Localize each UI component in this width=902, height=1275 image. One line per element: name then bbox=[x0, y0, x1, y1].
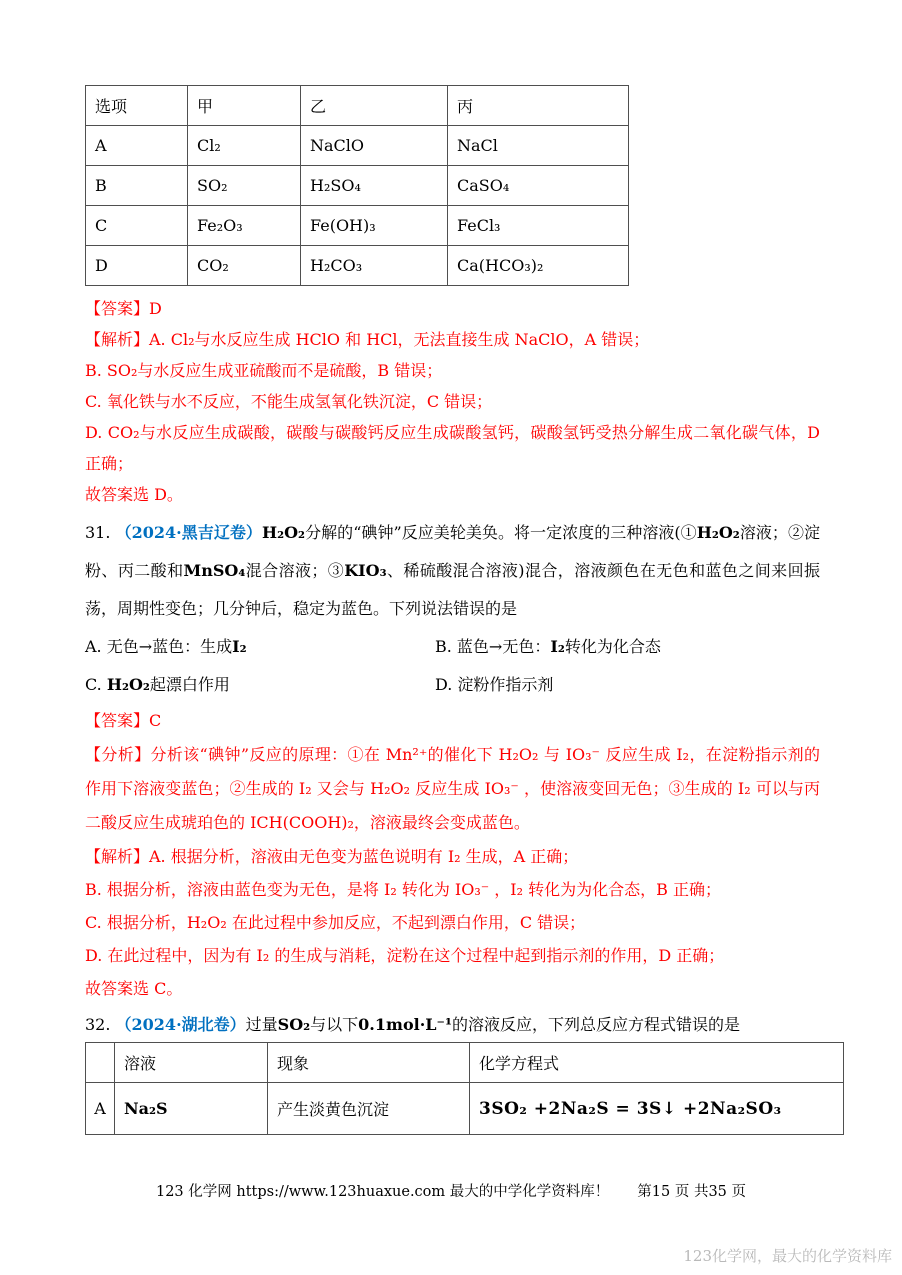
explanation-line: D. CO₂与水反应生成碳酸，碳酸与碳酸钙反应生成碳酸氢钙，碳酸氢钙受热分解生成二氧化碳气体，D 正确； bbox=[85, 423, 820, 473]
table-cell: A bbox=[86, 126, 188, 166]
table-header-cell: 乙 bbox=[301, 86, 448, 126]
option-d bbox=[435, 666, 820, 704]
text-segment: 分解的“碘钟”反应美轮美奂。将一定浓度的三种溶液(① bbox=[305, 523, 697, 542]
table-cell: D bbox=[86, 246, 188, 286]
conclusion-line: 故答案选 C。 bbox=[85, 979, 183, 998]
text-segment: 过量 bbox=[245, 1015, 278, 1034]
text-segment: H₂O₂ bbox=[696, 523, 740, 542]
question-32-stem bbox=[85, 1008, 820, 1042]
explanation-line: 【解析】A. 根据分析，溶液由无色变为蓝色说明有 I₂ 生成，A 正确； bbox=[85, 847, 579, 866]
question-31-options bbox=[85, 628, 820, 704]
table-header-cell: 丙 bbox=[448, 86, 629, 126]
text-segment: 、稀硫酸混合溶液)混合，溶液颜色在无色和蓝色之间来回振荡，周期性变色；几分钟后，稳定为蓝色。下列说法错误的是 bbox=[85, 561, 820, 618]
explanation-line: D. 在此过程中，因为有 I₂ 的生成与消耗，淀粉在这个过程中起到指示剂的作用，D 正确； bbox=[85, 946, 725, 965]
table-header-cell: 溶液 bbox=[115, 1043, 268, 1083]
answer-line: 【答案】D bbox=[85, 299, 162, 318]
table-header-row bbox=[86, 1043, 844, 1083]
table-cell: CaSO₄ bbox=[448, 166, 629, 206]
page-number: 第15 页 共35 页 bbox=[637, 1184, 747, 1200]
text-segment: 转化为化合态 bbox=[564, 637, 661, 656]
text-segment: 与以下 bbox=[310, 1015, 359, 1034]
footer-site-text: 123 化学网 https://www.123huaxue.com 最大的中学化学资料库！ bbox=[155, 1184, 610, 1200]
q31-analysis-paragraph: 【分析】分析该“碘钟”反应的原理：①在 Mn²⁺的催化下 H₂O₂ 与 IO₃⁻ 反应生成 I₂，在淀粉指示剂的作用下溶液变蓝色；②生成的 I₂ 又会与 H₂O₂ 反应生成 IO₃⁻ ，使溶液变回无色；③生成的 I₂ 可以与丙二酸反应生成琥珀色的 ICH(COOH)₂，溶液最终会变成蓝色。 bbox=[85, 745, 820, 832]
option-a bbox=[85, 628, 435, 666]
text-segment: 32. bbox=[85, 1015, 116, 1034]
text-segment: I₂ bbox=[232, 637, 247, 656]
text-segment: B. 蓝色→无色： bbox=[435, 637, 551, 656]
conclusion-line: 故答案选 D。 bbox=[85, 485, 183, 504]
table-header-cell: 现象 bbox=[268, 1043, 470, 1083]
question-31-stem bbox=[85, 514, 820, 628]
text-segment: （2024·黑吉辽卷） bbox=[115, 523, 262, 542]
table-cell: Cl₂ bbox=[188, 126, 301, 166]
table-cell: B bbox=[86, 166, 188, 206]
text-segment: 31. bbox=[85, 523, 116, 542]
table-row bbox=[86, 166, 629, 206]
text-segment: C. bbox=[85, 675, 107, 694]
page-content bbox=[85, 85, 820, 1135]
table-cell: NaClO bbox=[301, 126, 448, 166]
table-cell: NaCl bbox=[448, 126, 629, 166]
table-cell: Ca(HCO₃)₂ bbox=[448, 246, 629, 286]
equation-cell: 3SO₂ +2Na₂S = 3S↓ +2Na₂SO₃ bbox=[470, 1083, 844, 1135]
watermark-text: 123化学网，最大的化学资料库 bbox=[683, 1247, 892, 1265]
table-header-cell: 化学方程式 bbox=[470, 1043, 844, 1083]
table-header-cell bbox=[86, 1043, 115, 1083]
text-segment: SO₂ bbox=[277, 1015, 311, 1034]
table-header-cell: 甲 bbox=[188, 86, 301, 126]
explanation-line: 【解析】A. Cl₂与水反应生成 HClO 和 HCl，无法直接生成 NaClO，A 错误； bbox=[85, 330, 650, 349]
row-label-cell: A bbox=[86, 1083, 115, 1135]
text-segment: D. 淀粉作指示剂 bbox=[435, 675, 554, 694]
phenomenon-cell: 产生淡黄色沉淀 bbox=[268, 1083, 470, 1135]
text-segment: H₂O₂ bbox=[261, 523, 306, 542]
text-segment: I₂ bbox=[550, 637, 565, 656]
table-row bbox=[86, 206, 629, 246]
q31-answer-line: 【答案】C bbox=[85, 711, 162, 730]
text-segment: 的溶液反应，下列总反应方程式错误的是 bbox=[451, 1015, 740, 1034]
q31-explanation-block bbox=[85, 840, 820, 1005]
explanation-line: B. 根据分析，溶液由蓝色变为无色，是将 I₂ 转化为 IO₃⁻ ，I₂ 转化为为化合态，B 正确； bbox=[85, 880, 721, 899]
table-cell: H₂CO₃ bbox=[301, 246, 448, 286]
table-row bbox=[86, 246, 629, 286]
table-header-row bbox=[86, 86, 629, 126]
explanation-line: B. SO₂与水反应生成亚硫酸而不是硫酸，B 错误； bbox=[85, 361, 443, 380]
table-row bbox=[86, 1083, 844, 1135]
option-table-q30 bbox=[85, 85, 629, 286]
text-segment: 起漂白作用 bbox=[149, 675, 230, 694]
text-segment: （2024·湖北卷） bbox=[115, 1015, 246, 1034]
table-header-cell: 选项 bbox=[86, 86, 188, 126]
text-segment: 溶液；②淀粉、丙二酸和 bbox=[85, 523, 820, 580]
text-segment: KIO₃ bbox=[344, 561, 387, 580]
text-segment: A. 无色→蓝色：生成 bbox=[85, 637, 233, 656]
option-b bbox=[435, 628, 820, 666]
explanation-line: C. 根据分析，H₂O₂ 在此过程中参加反应，不起到漂白作用，C 错误； bbox=[85, 913, 586, 932]
explanation-line: C. 氧化铁与水不反应，不能生成氢氧化铁沉淀，C 错误； bbox=[85, 392, 493, 411]
table-cell: Fe(OH)₃ bbox=[301, 206, 448, 246]
q30-solution-block bbox=[85, 293, 820, 510]
reaction-table-q32 bbox=[85, 1042, 844, 1135]
text-segment: H₂O₂ bbox=[106, 675, 150, 694]
table-row bbox=[86, 126, 629, 166]
table-cell: H₂SO₄ bbox=[301, 166, 448, 206]
table-cell: C bbox=[86, 206, 188, 246]
solution-cell: Na₂S bbox=[115, 1083, 268, 1135]
table-cell: FeCl₃ bbox=[448, 206, 629, 246]
text-segment: MnSO₄ bbox=[183, 561, 246, 580]
table-cell: SO₂ bbox=[188, 166, 301, 206]
text-segment: 混合溶液；③ bbox=[245, 561, 345, 580]
page-footer bbox=[0, 1180, 902, 1201]
text-segment: 0.1mol·L⁻¹ bbox=[358, 1015, 452, 1034]
table-cell: Fe₂O₃ bbox=[188, 206, 301, 246]
option-c bbox=[85, 666, 435, 704]
table-cell: CO₂ bbox=[188, 246, 301, 286]
